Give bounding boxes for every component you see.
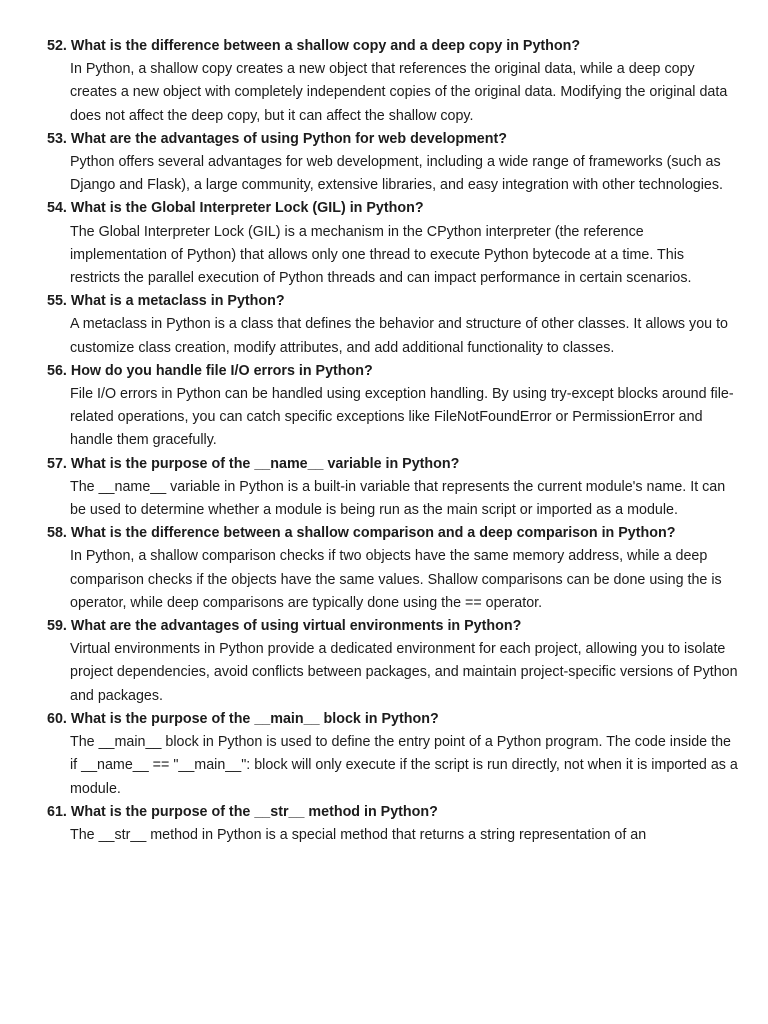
question-text: What is the purpose of the __str__ method in Python? <box>70 803 438 820</box>
qa-item-53 <box>47 128 738 198</box>
question-text: What are the advantages of using virtual environments in Python? <box>70 618 522 635</box>
question-text: What is the Global Interpreter Lock (GIL) in Python? <box>70 200 424 217</box>
question-number: 57. <box>47 455 67 472</box>
question-heading <box>47 197 738 220</box>
question-text: What is the difference between a shallow copy and a deep copy in Python? <box>70 38 581 54</box>
question-heading <box>47 360 738 383</box>
question-heading <box>47 35 738 58</box>
qa-item-56 <box>47 360 738 453</box>
question-number: 52. <box>47 38 67 54</box>
question-text: What is the purpose of the __main__ block in Python? <box>70 710 439 727</box>
question-heading <box>47 615 738 638</box>
question-number: 59. <box>47 618 67 635</box>
question-number: 61. <box>47 803 67 820</box>
answer-text: The __str__ method in Python is a special method that returns a string representation of an <box>70 826 647 843</box>
question-number: 60. <box>47 710 67 727</box>
qa-item-61 <box>47 801 738 847</box>
answer-text: The __name__ variable in Python is a built-in variable that represents the current module's name. It can be used to determine whether a module is being run as the main script or imported as a module. <box>70 478 726 519</box>
question-heading <box>47 128 738 151</box>
question-number: 58. <box>47 525 67 542</box>
qa-item-59 <box>47 615 738 708</box>
question-number: 55. <box>47 293 67 310</box>
qa-item-58 <box>47 522 738 615</box>
question-heading <box>47 708 738 731</box>
qa-item-57 <box>47 453 738 523</box>
answer-text: Python offers several advantages for web development, including a wide range of frameworks (such as Django and Flask), a large community, extensive libraries, and easy integration with other technologies. <box>70 154 723 194</box>
answer-text: In Python, a shallow copy creates a new object that references the original data, while a deep copy creates a new object with completely independent copies of the original data. Modifying the original data does not affect the deep copy, but it can affect the shallow copy. <box>70 61 728 124</box>
answer-text: The __main__ block in Python is used to define the entry point of a Python program. The code inside the if __name__ == "__main__": block will only execute if the script is run directly, not when it is imported as a module. <box>70 734 738 797</box>
question-text: How do you handle file I/O errors in Python? <box>70 362 373 379</box>
answer-text: File I/O errors in Python can be handled using exception handling. By using try-except blocks around file-related operations, you can catch specific exceptions like FileNotFoundError or PermissionError and handle them gracefully. <box>70 386 734 449</box>
qa-item-52 <box>47 35 738 128</box>
question-number: 54. <box>47 200 67 217</box>
qa-item-55 <box>47 290 738 360</box>
question-number: 56. <box>47 362 67 379</box>
question-text: What are the advantages of using Python for web development? <box>70 130 507 147</box>
question-text: What is a metaclass in Python? <box>70 293 285 310</box>
qa-item-54 <box>47 197 738 290</box>
question-number: 53. <box>47 130 67 147</box>
question-heading <box>47 290 738 313</box>
answer-text: A metaclass in Python is a class that defines the behavior and structure of other classes. It allows you to customize class creation, modify attributes, and add additional functionality to classes. <box>70 316 728 356</box>
question-text: What is the purpose of the __name__ variable in Python? <box>70 455 460 472</box>
question-heading <box>47 801 738 824</box>
question-heading <box>47 522 738 545</box>
question-heading <box>47 453 738 476</box>
answer-text: In Python, a shallow comparison checks if two objects have the same memory address, while a deep comparison checks if the objects have the same values. Shallow comparisons can be done using the is operator, while deep comparisons are typically done using the == operator. <box>70 548 722 611</box>
question-text: What is the difference between a shallow comparison and a deep comparison in Python? <box>70 525 676 542</box>
answer-text: The Global Interpreter Lock (GIL) is a mechanism in the CPython interpreter (the reference implementation of Python) that allows only one thread to execute Python bytecode at a time. This restricts the parallel execution of Python threads and can impact performance in certain scenarios. <box>70 223 692 287</box>
qa-item-60 <box>47 708 738 801</box>
answer-text: Virtual environments in Python provide a dedicated environment for each project, allowing you to isolate project dependencies, avoid conflicts between packages, and maintain project-specific versions of Python and packages. <box>70 641 738 704</box>
